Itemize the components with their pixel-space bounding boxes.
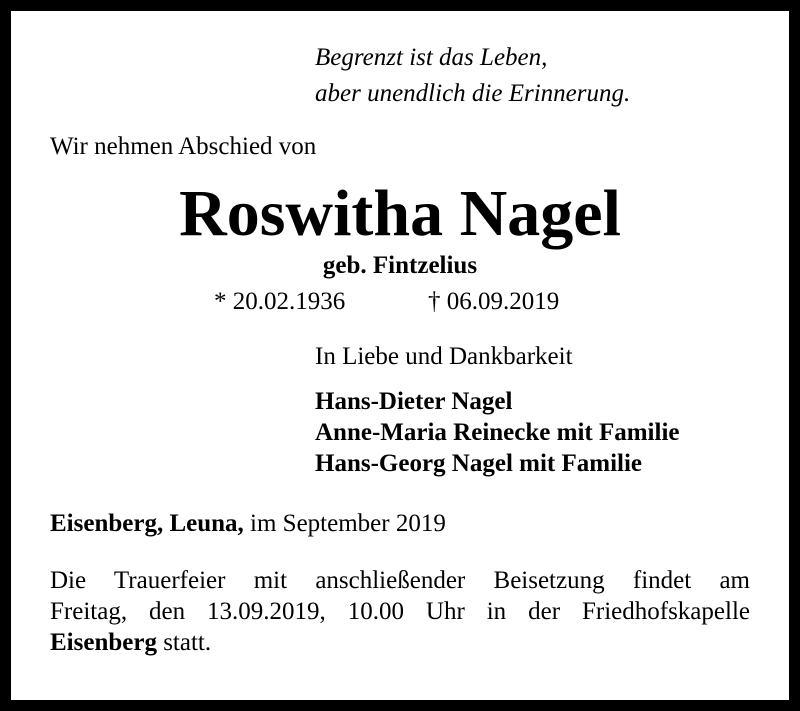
funeral-ending: statt. <box>163 629 212 656</box>
motto-line-1: Begrenzt ist das Leben, <box>315 44 548 71</box>
deceased-name: Roswitha Nagel <box>179 177 621 250</box>
mourner: Hans-Georg Nagel mit Familie <box>315 450 643 477</box>
funeral-info <box>50 565 750 658</box>
place-date-line <box>50 509 446 539</box>
funeral-line-1: Die Trauerfeier mit anschließender Beisetzung findet am <box>50 567 750 594</box>
date-text: im September 2019 <box>250 510 446 537</box>
places: Eisenberg, Leuna, <box>50 510 244 537</box>
funeral-location: Eisenberg <box>50 629 157 656</box>
mourner: Hans-Dieter Nagel <box>315 388 513 415</box>
intro-text: Wir nehmen Abschied von <box>50 133 317 160</box>
funeral-line-3 <box>50 627 750 658</box>
birth-date: * 20.02.1936 <box>214 288 346 315</box>
mourners-list <box>315 386 680 479</box>
birth-name: geb. Fintzelius <box>322 252 478 279</box>
funeral-line-2: Freitag, den 13.09.2019, 10.00 Uhr in der Friedhofskapelle <box>50 598 750 625</box>
motto-line-2: aber unendlich die Erinnerung. <box>315 80 631 107</box>
death-date: † 06.09.2019 <box>428 288 560 315</box>
mourner: Anne-Maria Reinecke mit Familie <box>315 419 680 446</box>
thanks-line: In Liebe und Dankbarkeit <box>315 343 573 370</box>
